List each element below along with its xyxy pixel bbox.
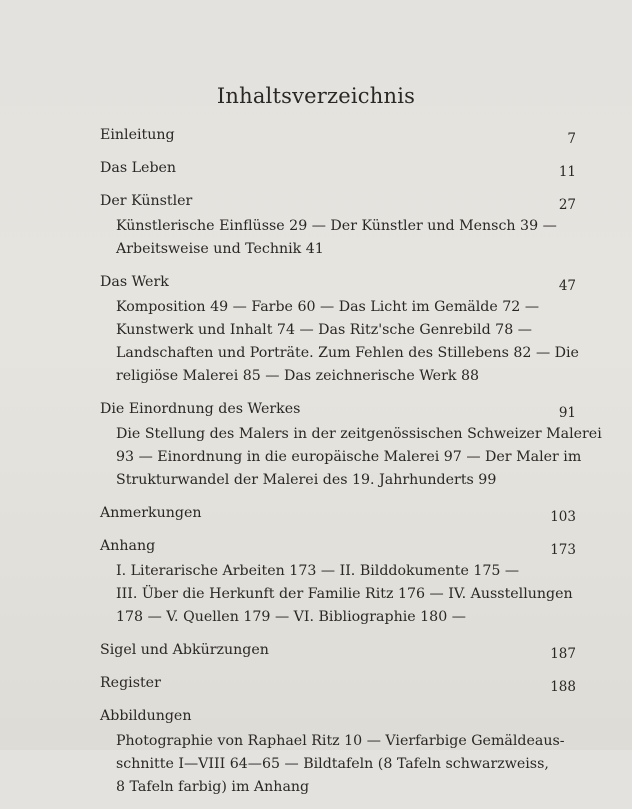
toc-entry — [100, 124, 576, 147]
toc-entry-page: 103 — [550, 509, 576, 525]
toc-subentry-line: I. Literarische Arbeiten 173 — II. Bilddokumente 175 — — [116, 563, 520, 579]
toc-entry-title: Anmerkungen — [100, 505, 202, 521]
toc-subentry-line: Arbeitsweise und Technik 41 — [116, 241, 324, 257]
toc-entry-row — [100, 157, 576, 180]
toc-subentry-line: Künstlerische Einflüsse 29 — Der Künstler und Mensch 39 — — [116, 218, 557, 234]
toc-entry-row — [100, 705, 576, 728]
toc-entry-row — [100, 672, 576, 695]
toc-subentry-line: Die Stellung des Malers in der zeitgenössischen Schweizer Malerei — [116, 426, 602, 442]
table-of-contents — [100, 124, 602, 809]
toc-subentry-line: Komposition 49 — Farbe 60 — Das Licht im Gemälde 72 — — [116, 299, 540, 315]
toc-entry-title: Abbildungen — [100, 708, 192, 724]
toc-entry-page: 91 — [558, 405, 576, 421]
toc-entry — [100, 190, 576, 261]
toc-subentry-line: 178 — V. Quellen 179 — VI. Bibliographie 180 — — [116, 609, 466, 625]
toc-entry-title: Die Einordnung des Werkes — [100, 401, 301, 417]
toc-subentries — [116, 423, 602, 492]
toc-entry-page: 47 — [558, 278, 576, 294]
page-title: Inhaltsverzeichnis — [216, 84, 416, 108]
toc-entry-title: Der Künstler — [100, 193, 193, 209]
toc-entry — [100, 672, 576, 695]
toc-subentries — [116, 730, 576, 799]
toc-entry — [100, 271, 579, 388]
toc-entry-page: 188 — [550, 679, 576, 695]
toc-entry-row — [100, 124, 576, 147]
toc-entry-page: 187 — [550, 646, 576, 662]
toc-subentry-line: schnitte I—VIII 64—65 — Bildtafeln (8 Tafeln schwarzweiss, — [116, 756, 549, 772]
toc-entry-page: 11 — [558, 164, 576, 180]
toc-entry — [100, 535, 576, 629]
toc-subentries — [116, 296, 579, 388]
toc-entry-row — [100, 398, 576, 421]
toc-subentry-line: Kunstwerk und Inhalt 74 — Das Ritz'sche Genrebild 78 — — [116, 322, 532, 338]
toc-entry-title: Das Werk — [100, 274, 169, 290]
toc-entry — [100, 639, 576, 662]
toc-subentries — [116, 215, 576, 261]
toc-entry-row — [100, 190, 576, 213]
toc-entry — [100, 398, 602, 492]
toc-entry-page: 173 — [550, 542, 576, 558]
toc-subentry-line: Strukturwandel der Malerei des 19. Jahrhunderts 99 — [116, 472, 497, 488]
toc-entry — [100, 157, 576, 180]
toc-entry-title: Das Leben — [100, 160, 177, 176]
toc-subentries — [116, 560, 576, 629]
toc-entry-title: Anhang — [100, 538, 156, 554]
toc-entry-page: 7 — [567, 131, 576, 147]
toc-entry-page: 27 — [558, 197, 576, 213]
toc-subentry-line: III. Über die Herkunft der Familie Ritz 176 — IV. Ausstellungen — [116, 586, 573, 602]
toc-entry-row — [100, 639, 576, 662]
toc-entry-title: Einleitung — [100, 127, 175, 143]
toc-entry-row — [100, 502, 576, 525]
toc-entry-row — [100, 271, 576, 294]
toc-entry — [100, 705, 576, 799]
toc-entry-row — [100, 535, 576, 558]
toc-entry-title: Register — [100, 675, 161, 691]
toc-subentry-line: 93 — Einordnung in die europäische Malerei 97 — Der Maler im — [116, 449, 582, 465]
toc-entry-title: Sigel und Abkürzungen — [100, 642, 269, 658]
toc-subentry-line: Photographie von Raphael Ritz 10 — Vierfarbige Gemäldeaus- — [116, 733, 565, 749]
toc-subentry-line: Landschaften und Porträte. Zum Fehlen des Stillebens 82 — Die — [116, 345, 579, 361]
toc-subentry-line: 8 Tafeln farbig) im Anhang — [116, 779, 310, 795]
toc-entry — [100, 502, 576, 525]
toc-subentry-line: religiöse Malerei 85 — Das zeichnerische Werk 88 — [116, 368, 480, 384]
